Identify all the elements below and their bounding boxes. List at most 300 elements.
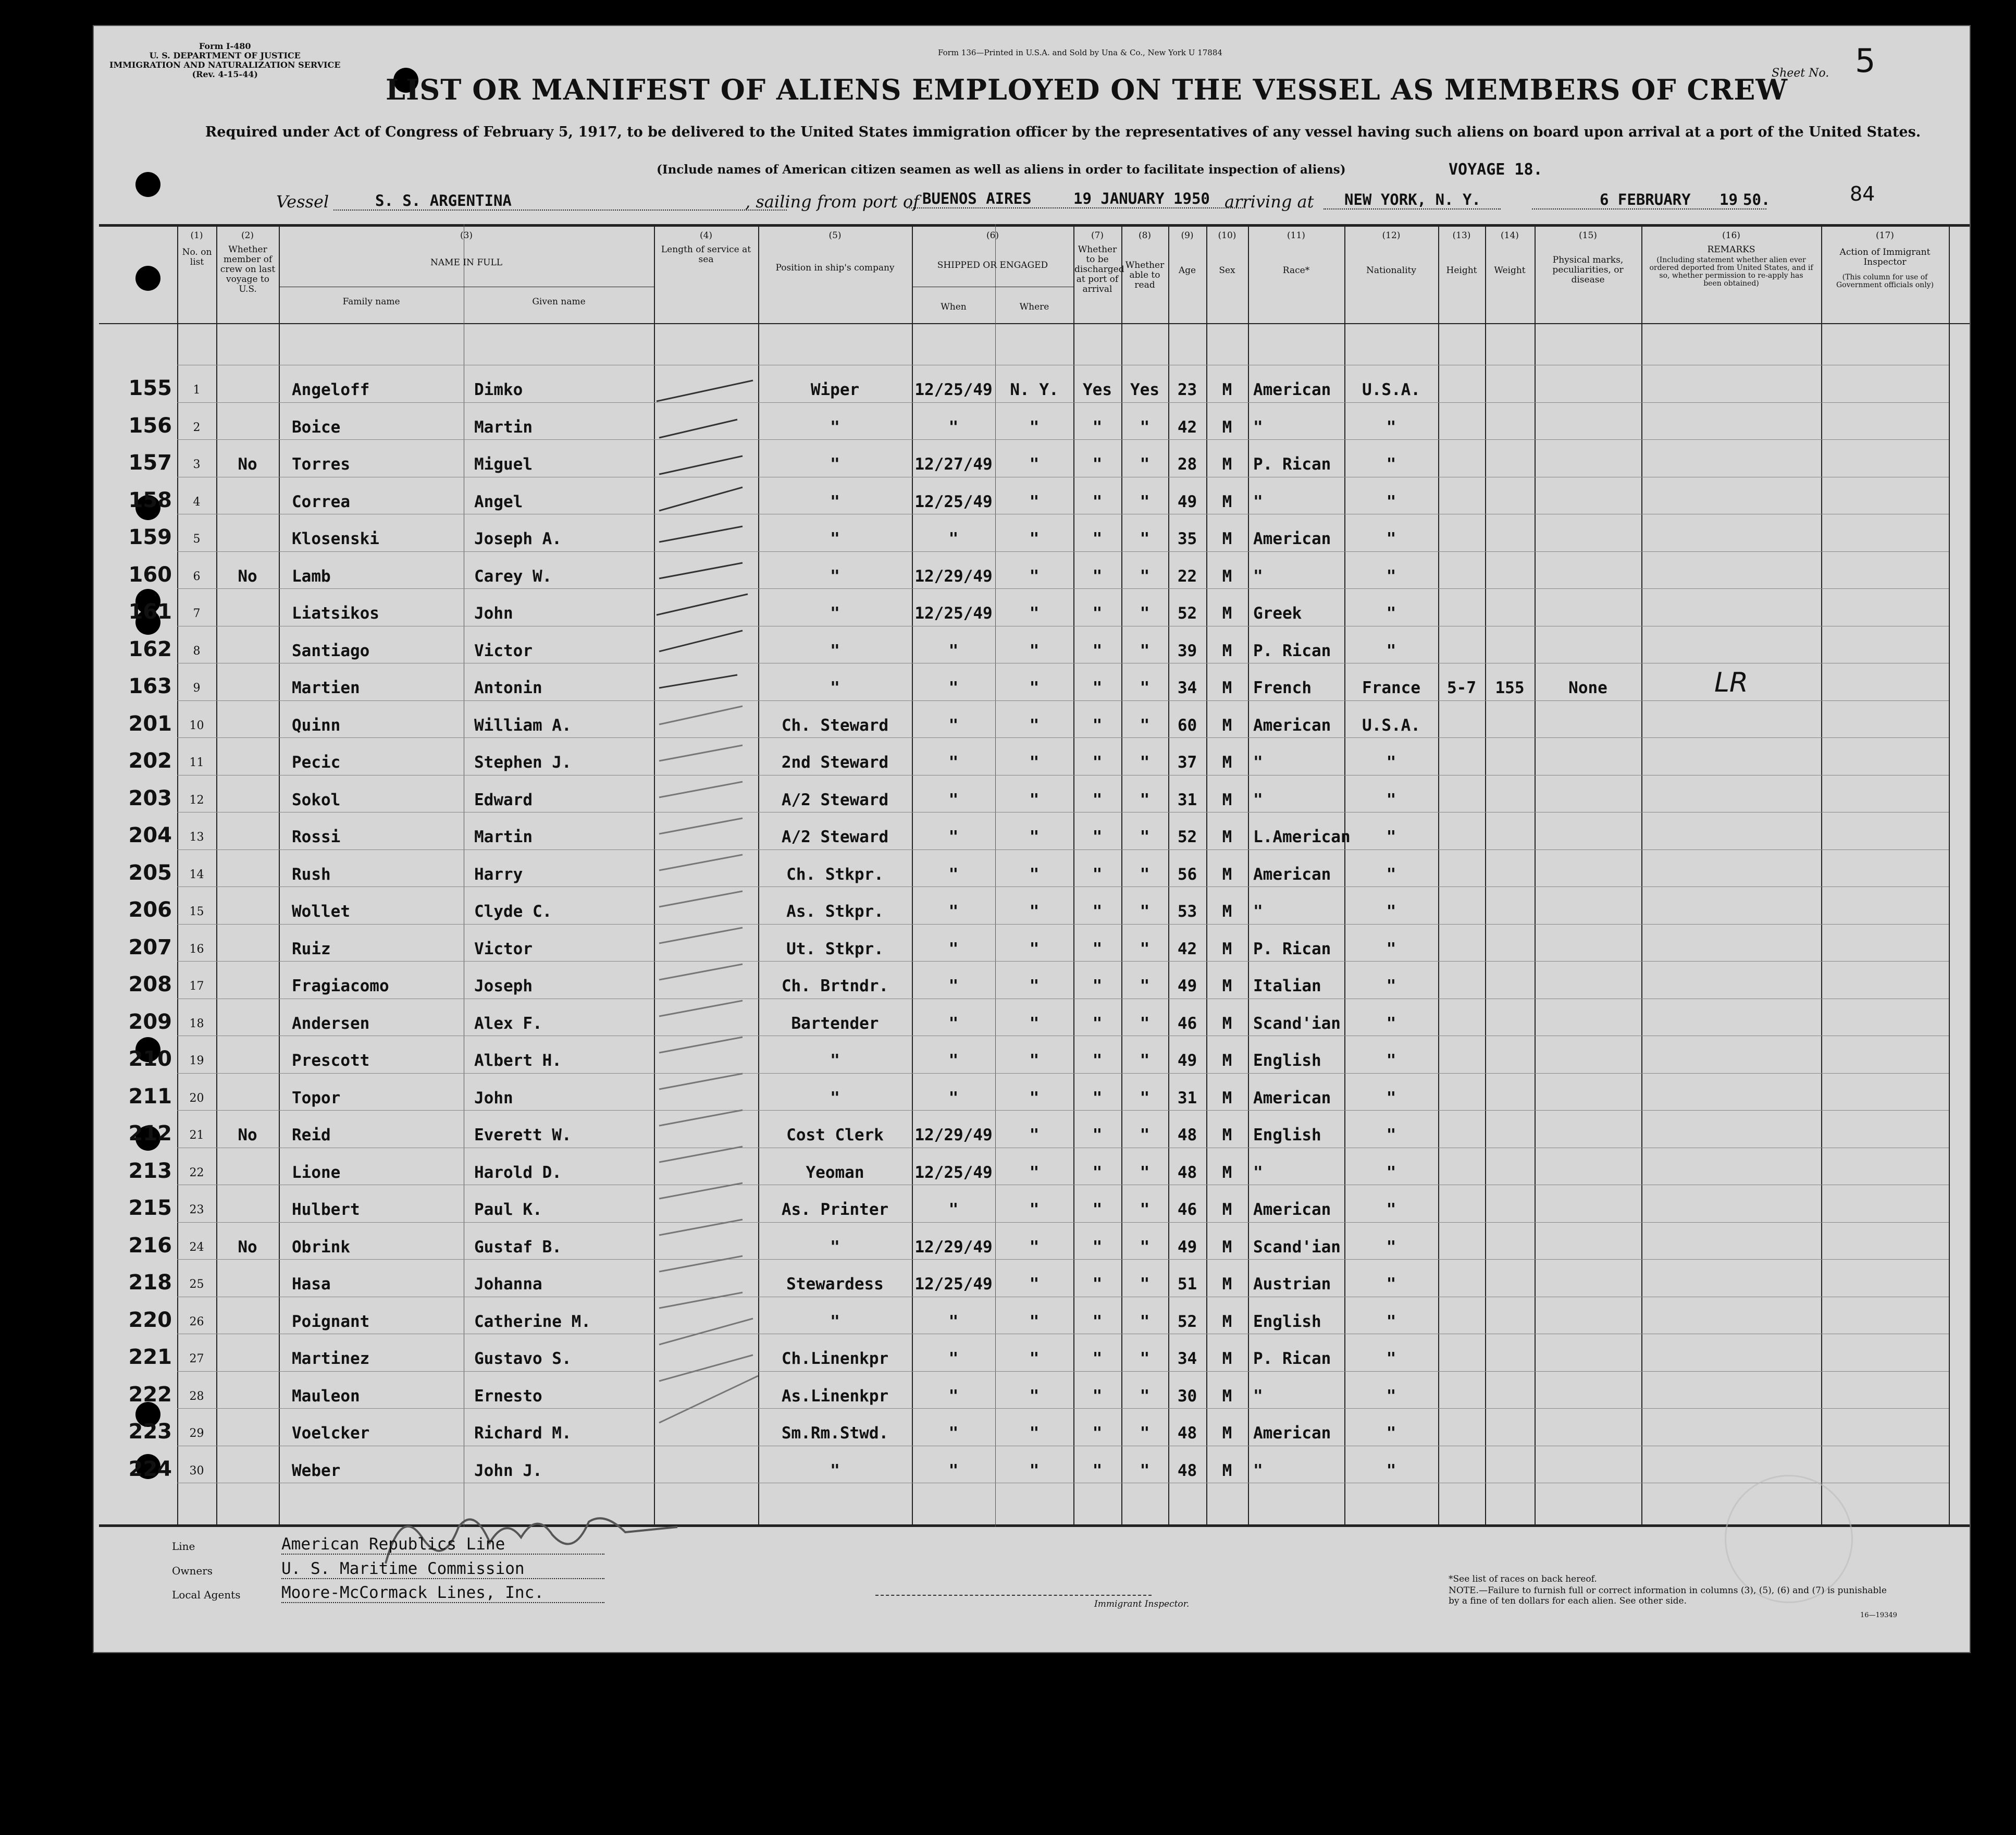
sequence-number: 212 (128, 1122, 172, 1146)
cell-age: 34 (1177, 1349, 1197, 1368)
cell-given: Catherine M. (474, 1312, 591, 1331)
table-top-rule (99, 224, 1970, 227)
row-rule (177, 886, 1949, 887)
cell-age: 53 (1177, 902, 1197, 921)
sequence-number: 222 (128, 1382, 172, 1407)
col-num: (5) (828, 230, 842, 241)
col-header-physical-marks: Physical marks, peculiarities, or disease (1552, 255, 1624, 285)
cell-position: " (830, 492, 840, 511)
sequence-number: 220 (128, 1308, 172, 1332)
cell-no: 13 (189, 831, 204, 844)
cell-age: 46 (1177, 1014, 1197, 1033)
cell-nat: " (1386, 604, 1396, 623)
cell-sex: M (1222, 1349, 1232, 1368)
sailing-label: , sailing from port of (745, 192, 919, 212)
cell-when: " (948, 679, 959, 697)
cell-no: 30 (189, 1464, 204, 1477)
cell-when: 12/25/49 (914, 380, 993, 399)
cell-given: Martin (474, 828, 533, 846)
cell-position: Wiper (810, 380, 860, 399)
cell-where: " (1029, 1126, 1040, 1144)
sequence-number: 205 (128, 860, 172, 885)
cell-sex: M (1222, 641, 1232, 660)
cell-sex: M (1222, 529, 1232, 548)
cell-read: " (1140, 1051, 1150, 1070)
cell-given: Harry (474, 865, 523, 884)
port-to: NEW YORK, N. Y. (1324, 191, 1501, 210)
cell-nat: " (1386, 1275, 1396, 1294)
cell-sex: M (1222, 1014, 1232, 1033)
cell-disch: " (1092, 1126, 1103, 1144)
cell-nat: " (1386, 902, 1396, 921)
cell-disch: " (1092, 1312, 1103, 1331)
cell-position: " (830, 679, 840, 697)
cell-no: 3 (193, 458, 201, 471)
row-rule (177, 1371, 1949, 1372)
cell-race: " (1253, 1461, 1263, 1480)
cell-disch: " (1092, 716, 1103, 735)
cell-where: " (1029, 641, 1040, 660)
cell-sex: M (1222, 977, 1232, 995)
sequence-number: 201 (128, 711, 172, 736)
cell-family: Reid (292, 1126, 331, 1144)
cell-where: " (1029, 828, 1040, 846)
cell-when: " (948, 1312, 959, 1331)
cell-race: American (1253, 1200, 1331, 1219)
row-rule (177, 1073, 1949, 1074)
cell-no: 29 (189, 1427, 204, 1440)
cell-prev: No (238, 566, 257, 586)
cell-age: 52 (1177, 828, 1197, 846)
cell-when: " (948, 1088, 959, 1107)
sequence-number: 224 (128, 1457, 172, 1481)
cell-family: Pecic (292, 753, 341, 772)
cell-disch: " (1092, 641, 1103, 660)
cell-sex: M (1222, 753, 1232, 772)
cell-where: " (1029, 977, 1040, 995)
cell-given: John J. (474, 1461, 542, 1480)
cell-race: Scand'ian (1253, 1014, 1341, 1033)
owners-value: U. S. Maritime Commission (281, 1559, 604, 1579)
cell-no: 4 (193, 495, 201, 509)
cell-sex: M (1222, 1051, 1232, 1070)
cell-nat: U.S.A. (1362, 716, 1420, 735)
cell-given: Joseph A. (474, 529, 562, 548)
cell-when: " (948, 1051, 959, 1070)
cell-given: Miguel (474, 455, 533, 474)
punch-hole (135, 172, 160, 197)
cell-when: " (948, 529, 959, 548)
cell-position: " (830, 1461, 840, 1480)
cell-age: 31 (1177, 1088, 1197, 1107)
cell-no: 26 (189, 1315, 204, 1328)
cell-sex: M (1222, 492, 1232, 511)
cell-race: " (1253, 1386, 1263, 1406)
col-header-no: No. on list (182, 247, 212, 267)
col-header-nationality: Nationality (1366, 265, 1416, 276)
cell-read: " (1140, 1461, 1150, 1480)
cell-race: " (1253, 753, 1263, 772)
cell-given: Paul K. (474, 1200, 542, 1219)
cell-position: Ch.Linenkpr (781, 1349, 889, 1368)
col-num: (11) (1287, 230, 1305, 241)
cell-when: " (948, 417, 959, 437)
cell-sex: M (1222, 455, 1232, 474)
cell-given: William A. (474, 716, 572, 735)
cell-race: Greek (1253, 604, 1302, 623)
cell-given: Clyde C. (474, 902, 552, 921)
col-header-sex: Sex (1219, 265, 1235, 276)
cell-race: " (1253, 1163, 1263, 1182)
cell-age: 22 (1177, 566, 1197, 586)
cell-read: " (1140, 1126, 1150, 1144)
sequence-number: 215 (128, 1196, 172, 1220)
cell-race: " (1253, 790, 1263, 809)
cell-position: Sm.Rm.Stwd. (781, 1424, 889, 1443)
cell-sex: M (1222, 679, 1232, 697)
cell-when: " (948, 1424, 959, 1443)
cell-position: A/2 Steward (781, 828, 889, 846)
cell-given: Victor (474, 641, 533, 660)
sequence-number: 216 (128, 1233, 172, 1258)
cell-when: 12/25/49 (914, 492, 993, 511)
cell-no: 2 (193, 421, 201, 434)
col-num: (2) (241, 230, 254, 241)
sequence-number: 221 (128, 1345, 172, 1369)
col-header-action: Action of Immigrant Inspector (1839, 247, 1931, 267)
col-header-shipped: SHIPPED OR ENGAGED (937, 260, 1048, 270)
page-title: LIST OR MANIFEST OF ALIENS EMPLOYED ON THE VESSEL AS MEMBERS OF CREW (386, 73, 1788, 106)
cell-position: Ch. Stkpr. (786, 865, 884, 884)
col-header-remarks-note: (Including statement whether alien ever ordered deported from United States, and if so, whether permission to re-apply has been obtained) (1649, 256, 1813, 288)
cell-given: Alex F. (474, 1014, 542, 1033)
cell-nat: France (1362, 679, 1420, 697)
cell-race: English (1253, 1126, 1321, 1144)
cell-position: Stewardess (786, 1275, 884, 1294)
cell-no: 18 (189, 1017, 204, 1030)
cell-no: 25 (189, 1278, 204, 1291)
cell-race: P. Rican (1253, 641, 1331, 660)
row-rule (177, 439, 1949, 440)
cell-given: John (474, 1088, 513, 1107)
cell-when: 12/29/49 (914, 1126, 993, 1144)
cell-disch: " (1092, 679, 1103, 697)
cell-no: 22 (189, 1166, 204, 1179)
cell-position: " (830, 417, 840, 437)
cell-family: Fragiacomo (292, 977, 389, 995)
cell-race: Scand'ian (1253, 1237, 1341, 1257)
cell-position: Cost Clerk (786, 1126, 884, 1144)
cell-when: 12/25/49 (914, 1163, 993, 1182)
sequence-number: 206 (128, 898, 172, 922)
cell-sex: M (1222, 1386, 1232, 1406)
cell-family: Mauleon (292, 1386, 360, 1406)
cell-given: Angel (474, 492, 523, 511)
cell-when: " (948, 1349, 959, 1368)
cell-height: 5-7 (1447, 679, 1476, 697)
cell-position: " (830, 455, 840, 474)
cell-sex: M (1222, 828, 1232, 846)
cell-read: " (1140, 790, 1150, 809)
cell-nat: " (1386, 1051, 1396, 1070)
cell-prev: No (238, 455, 257, 474)
cell-nat: " (1386, 1163, 1396, 1182)
col-header-prev-voyage: Whether member of crew on last voyage to U.S. (220, 244, 276, 294)
cell-when: " (948, 1014, 959, 1033)
cell-age: 49 (1177, 492, 1197, 511)
cell-where: " (1029, 1424, 1040, 1443)
cell-no: 7 (193, 607, 201, 620)
col-num: (7) (1091, 230, 1104, 241)
cell-age: 42 (1177, 417, 1197, 437)
col-num: (16) (1722, 230, 1740, 241)
cell-family: Martinez (292, 1349, 370, 1368)
cell-prev: No (238, 1237, 257, 1257)
cell-race: " (1253, 902, 1263, 921)
cell-nat: " (1386, 529, 1396, 548)
cell-no: 9 (193, 682, 201, 695)
cell-nat: " (1386, 1312, 1396, 1331)
sequence-number: 162 (128, 637, 172, 661)
sequence-number: 211 (128, 1084, 172, 1109)
sequence-number: 204 (128, 823, 172, 847)
cell-when: " (948, 641, 959, 660)
cell-no: 24 (189, 1240, 204, 1254)
sequence-number: 213 (128, 1159, 172, 1183)
cell-given: Harold D. (474, 1163, 562, 1182)
cell-where: " (1029, 492, 1040, 511)
row-rule (177, 849, 1949, 850)
col-header-read: Whether able to read (1125, 260, 1165, 290)
cell-nat: " (1386, 1200, 1396, 1219)
cell-read: " (1140, 902, 1150, 921)
cell-sex: M (1222, 604, 1232, 623)
cell-position: 2nd Steward (781, 753, 889, 772)
cell-age: 28 (1177, 455, 1197, 474)
cell-family: Topor (292, 1088, 341, 1107)
page-number: 84 (1850, 182, 1875, 205)
cell-race: Italian (1253, 977, 1321, 995)
cell-given: Joseph (474, 977, 533, 995)
cell-nat: " (1386, 1424, 1396, 1443)
arrival-year: 50. (1743, 191, 1771, 208)
cell-nat: " (1386, 977, 1396, 995)
cell-where: " (1029, 604, 1040, 623)
col-header-position: Position in ship's company (775, 263, 895, 273)
col-rule (1949, 224, 1950, 1527)
col-num: (4) (699, 230, 713, 241)
col-header-name: NAME IN FULL (430, 257, 503, 268)
cell-family: Liatsikos (292, 604, 379, 623)
cell-disch: " (1092, 939, 1103, 958)
cell-family: Santiago (292, 641, 370, 660)
cell-position: " (830, 604, 840, 623)
cell-position: As.Linenkpr (781, 1386, 889, 1406)
cell-disch: " (1092, 753, 1103, 772)
sequence-number: 208 (128, 972, 172, 996)
cell-prev: No (238, 1126, 257, 1144)
cell-disch: " (1092, 902, 1103, 921)
row-rule (177, 1110, 1949, 1111)
cell-age: 35 (1177, 529, 1197, 548)
cell-position: As. Printer (781, 1200, 889, 1219)
cell-race: French (1253, 679, 1312, 697)
cell-age: 49 (1177, 1237, 1197, 1257)
cell-where: " (1029, 1088, 1040, 1107)
cell-read: " (1140, 1424, 1150, 1443)
sheet-number: 5 (1855, 42, 1876, 80)
cell-when: 12/25/49 (914, 604, 993, 623)
col-header-when: When (941, 302, 967, 312)
cell-position: " (830, 641, 840, 660)
cell-read: " (1140, 865, 1150, 884)
cell-position: " (830, 529, 840, 548)
cell-disch: " (1092, 865, 1103, 884)
service: IMMIGRATION AND NATURALIZATION SERVICE (109, 60, 341, 70)
port-from: BUENOS AIRES (907, 190, 1058, 208)
cell-nat: " (1386, 1126, 1396, 1144)
cell-given: Gustavo S. (474, 1349, 572, 1368)
sequence-number: 160 (128, 562, 172, 587)
cell-nat: " (1386, 828, 1396, 846)
voyage: VOYAGE 18. (1449, 161, 1543, 179)
cell-read: Yes (1130, 380, 1159, 399)
cell-race: " (1253, 566, 1263, 586)
crew-table (99, 224, 1970, 1527)
cell-where: " (1029, 939, 1040, 958)
cell-race: American (1253, 716, 1331, 735)
vessel-name: S. S. ARGENTINA (333, 192, 787, 211)
header-divider (99, 323, 1970, 324)
cell-where: " (1029, 1237, 1040, 1257)
cell-family: Hulbert (292, 1200, 360, 1219)
cell-position: Ch. Brtndr. (781, 977, 889, 995)
cell-race: " (1253, 417, 1263, 437)
form-code: 16—19349 (1860, 1611, 1897, 1619)
col-header-service: Length of service at sea (661, 244, 751, 265)
cell-given: Gustaf B. (474, 1237, 562, 1257)
cell-age: 48 (1177, 1126, 1197, 1144)
cell-sex: M (1222, 1312, 1232, 1331)
cell-read: " (1140, 1312, 1150, 1331)
cell-nat: " (1386, 1386, 1396, 1406)
cell-no: 6 (193, 570, 201, 583)
cell-nat: " (1386, 1088, 1396, 1107)
sequence-number: 163 (128, 674, 172, 698)
cell-where: " (1029, 865, 1040, 884)
col-header-family-name: Family name (342, 297, 400, 307)
cell-read: " (1140, 1349, 1150, 1368)
cell-where: " (1029, 1163, 1040, 1182)
cell-disch: " (1092, 977, 1103, 995)
row-rule (177, 737, 1949, 738)
cell-nat: " (1386, 1237, 1396, 1257)
cell-family: Rush (292, 865, 331, 884)
cell-nat: " (1386, 455, 1396, 474)
sequence-number: 223 (128, 1420, 172, 1444)
cell-family: Correa (292, 492, 350, 511)
row-rule (177, 1408, 1949, 1409)
cell-position: " (830, 566, 840, 586)
col-rule (1641, 224, 1642, 1527)
cell-read: " (1140, 1014, 1150, 1033)
cell-read: " (1140, 1088, 1150, 1107)
printer-note: Form 136—Printed in U.S.A. and Sold by Una & Co., New York U 17884 (938, 48, 1222, 57)
agents-label: Local Agents (172, 1588, 241, 1601)
cell-disch: " (1092, 1163, 1103, 1182)
cell-family: Prescott (292, 1051, 370, 1070)
cell-when: " (948, 939, 959, 958)
col-header-weight: Weight (1494, 265, 1526, 276)
row-rule (177, 1222, 1949, 1223)
cell-remarks: LR (1714, 667, 1749, 698)
col-rule (1535, 224, 1536, 1527)
cell-family: Lione (292, 1163, 341, 1182)
row-rule (177, 1259, 1949, 1260)
cell-age: 52 (1177, 604, 1197, 623)
cell-race: English (1253, 1312, 1321, 1331)
cell-disch: " (1092, 492, 1103, 511)
manifest-sheet (94, 26, 1970, 1652)
cell-where: " (1029, 1312, 1040, 1331)
cell-no: 19 (189, 1054, 204, 1067)
page-subtitle: Required under Act of Congress of February 5, 1917, to be delivered to the United States immigration officer by the representatives of any vessel having such aliens on board upon arrival at a port of the United States. (205, 124, 1921, 140)
cell-position: Ut. Stkpr. (786, 939, 884, 958)
sequence-number: 202 (128, 749, 172, 773)
cell-read: " (1140, 604, 1150, 623)
cell-sex: M (1222, 417, 1232, 437)
cell-disch: " (1092, 455, 1103, 474)
cell-family: Weber (292, 1461, 341, 1480)
cell-given: Richard M. (474, 1424, 572, 1443)
cell-race: " (1253, 492, 1263, 511)
cell-when: " (948, 716, 959, 735)
vessel-label: Vessel (276, 192, 329, 212)
cell-race: L.American (1253, 828, 1351, 846)
cell-age: 48 (1177, 1163, 1197, 1182)
cell-read: " (1140, 828, 1150, 846)
cell-when: " (948, 790, 959, 809)
cell-family: Voelcker (292, 1424, 370, 1443)
col-rule (1485, 224, 1486, 1527)
cell-race: Austrian (1253, 1275, 1331, 1294)
col-rule (1248, 224, 1249, 1527)
cell-no: 14 (189, 868, 204, 881)
cell-family: Klosenski (292, 529, 379, 548)
cell-family: Torres (292, 455, 350, 474)
cell-read: " (1140, 1237, 1150, 1257)
cell-age: 34 (1177, 679, 1197, 697)
cell-where: " (1029, 716, 1040, 735)
cell-family: Martien (292, 679, 360, 697)
sequence-number: 209 (128, 1009, 172, 1034)
col-num: (10) (1218, 230, 1236, 241)
arrival-year-prefix: 19 (1720, 191, 1738, 208)
cell-no: 16 (189, 942, 204, 956)
cell-sex: M (1222, 902, 1232, 921)
include-note: (Include names of American citizen seamen as well as aliens in order to facilitate inspection of aliens) (657, 163, 1346, 177)
cell-sex: M (1222, 1163, 1232, 1182)
cell-when: " (948, 1200, 959, 1219)
cell-race: American (1253, 1088, 1331, 1107)
cell-no: 15 (189, 905, 204, 918)
sequence-number: 156 (128, 413, 172, 438)
cell-read: " (1140, 417, 1150, 437)
cell-no: 8 (193, 644, 201, 658)
cell-nat: " (1386, 865, 1396, 884)
cell-disch: " (1092, 1275, 1103, 1294)
cell-read: " (1140, 529, 1150, 548)
